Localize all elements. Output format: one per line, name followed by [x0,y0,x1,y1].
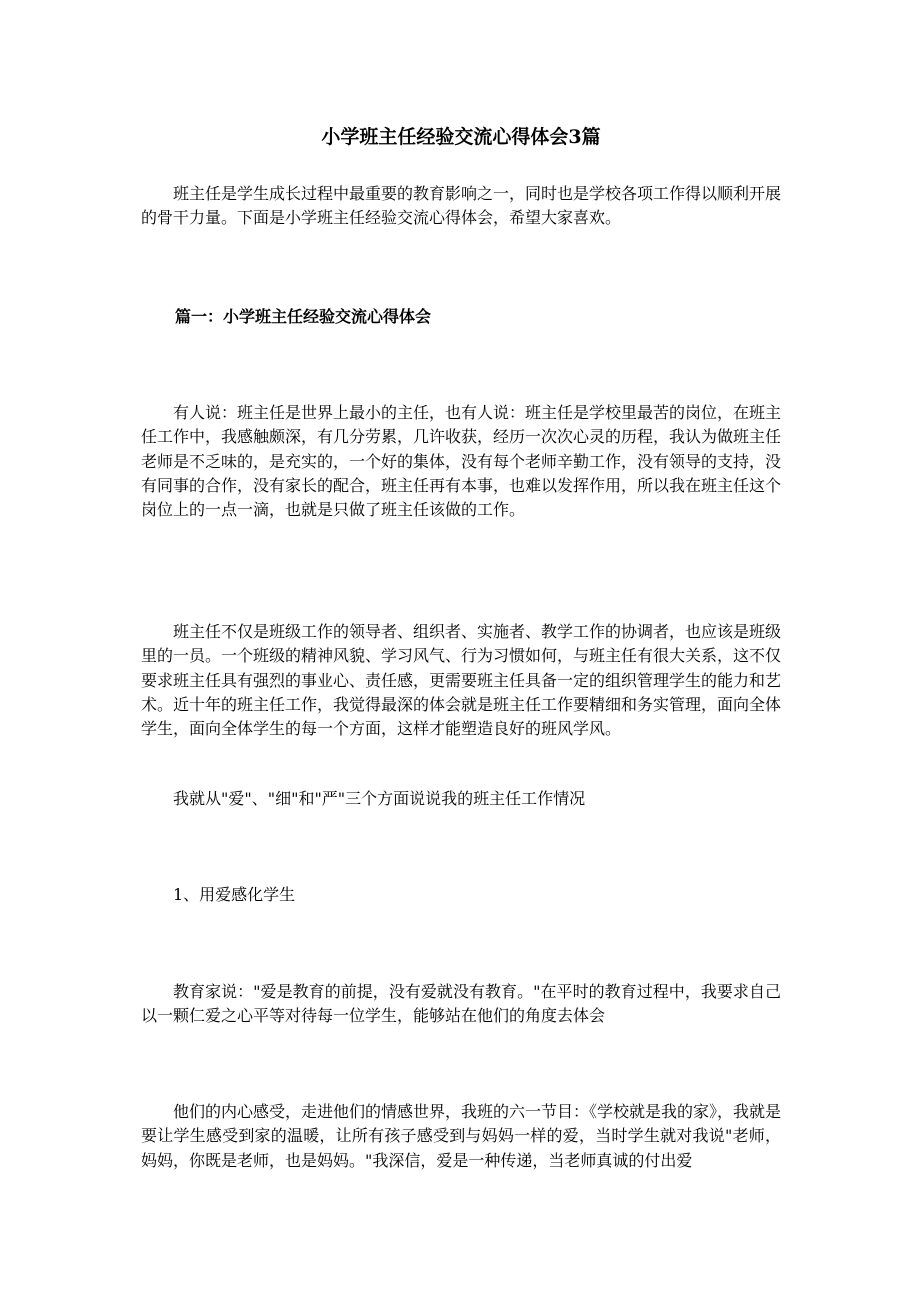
list-heading-1: 1、用爱感化学生 [173,885,296,904]
body-paragraph-1: 有人说：班主任是世界上最小的主任，也有人说：班主任是学校里最苦的岗位，在班主任工作中，我感触颇深，有几分劳累，几许收获，经历一次次心灵的历程，我认为做班主任老师是不乏味的，是充实的，一个好的集体，没有每个老师辛勤工作，没有领导的支持，没有同事的合作，没有家长的配合，班主任再有本事，也难以发挥作用，所以我在班主任这个岗位上的一点一滴，也就是只做了班主任该做的工作。 [141,403,782,520]
intro-paragraph: 班主任是学生成长过程中最重要的教育影响之一，同时也是学校各项工作得以顺利开展的骨干力量。下面是小学班主任经验交流心得体会，希望大家喜欢。 [141,184,782,228]
section-heading: 篇一：小学班主任经验交流心得体会 [175,307,432,326]
document-title: 小学班主任经验交流心得体会3篇 [321,126,601,148]
body-paragraph-4: 教育家说："爱是教育的前提，没有爱就没有教育。"在平时的教育过程中，我要求自己以一颗仁爱之心平等对待每一位学生，能够站在他们的角度去体会 [141,982,781,1026]
body-paragraph-3: 我就从"爱"、"细"和"严"三个方面说说我的班主任工作情况 [173,789,586,808]
body-paragraph-5: 他们的内心感受，走进他们的情感世界，我班的六一节目：《学校就是我的家》，我就是要让学生感受到家的温暖，让所有孩子感受到与妈妈一样的爱，当时学生就对我说"老师，妈妈，你既是老师，也是妈妈。"我深信，爱是一种传递，当老师真诚的付出爱 [141,1102,782,1170]
body-paragraph-2: 班主任不仅是班级工作的领导者、组织者、实施者、教学工作的协调者，也应该是班级里的一员。一个班级的精神风貌、学习风气、行为习惯如何，与班主任有很大关系，这不仅要求班主任具有强烈的事业心、责任感，更需要班主任具备一定的组织管理学生的能力和艺术。近十年的班主任工作，我觉得最深的体会就是班主任工作要精细和务实管理，面向全体学生，面向全体学生的每一个方面，这样才能塑造良好的班风学风。 [141,622,782,739]
